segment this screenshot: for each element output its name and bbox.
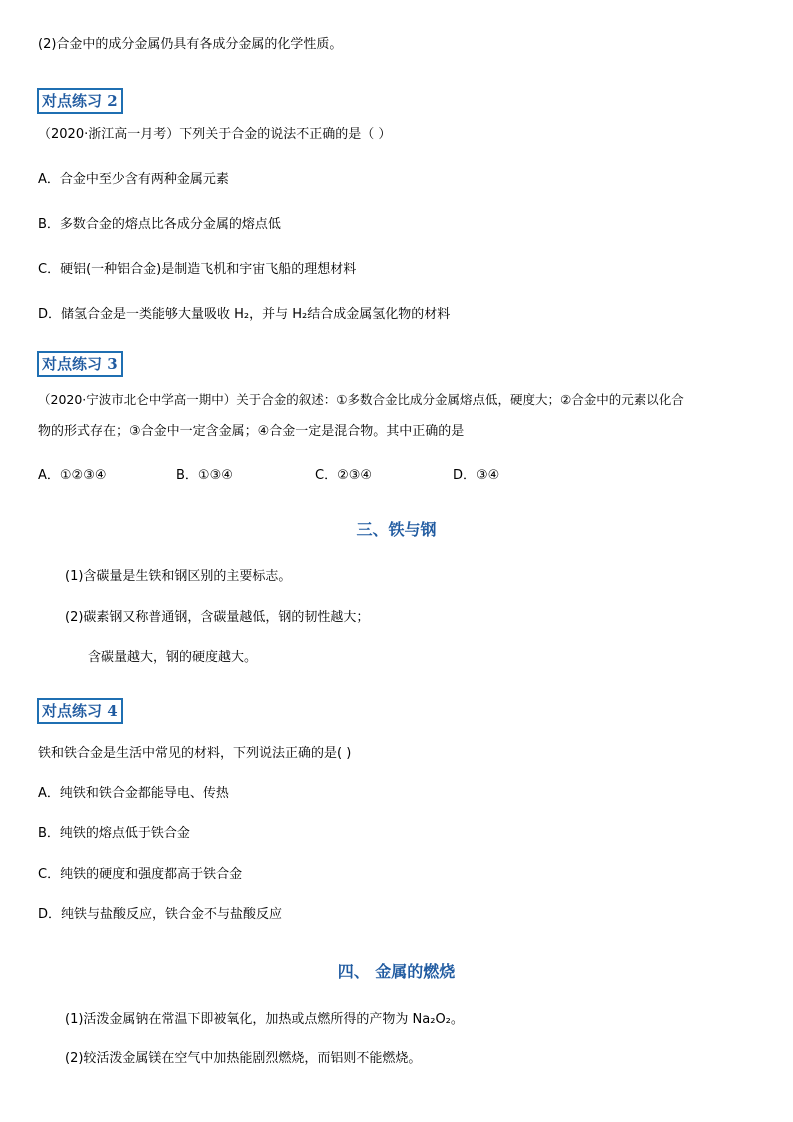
alloy-property-2: (2)合金中的成分金属仍具有各成分金属的化学性质。 bbox=[38, 37, 343, 52]
exercise-2-label: 对点练习 2 bbox=[37, 88, 123, 114]
exercise-4-option-d: D．纯铁与盐酸反应，铁合金不与盐酸反应 bbox=[38, 907, 283, 922]
exercise-4-option-c: C．纯铁的硬度和强度都高于铁合金 bbox=[38, 867, 243, 882]
exercise-3-option-b: B．①③④ bbox=[176, 468, 233, 483]
exercise-4-label: 对点练习 4 bbox=[37, 698, 123, 724]
exercise-2-option-d: D．储氢合金是一类能够大量吸收 H₂，并与 H₂结合成金属氢化物的材料 bbox=[38, 307, 451, 322]
section-metal-combustion-heading: 四、 金属的燃烧 bbox=[337, 962, 456, 981]
exercise-2-option-b: B．多数合金的熔点比各成分金属的熔点低 bbox=[38, 217, 281, 232]
section-iron-steel-heading: 三、铁与钢 bbox=[356, 520, 437, 539]
exercise-4-option-a: A．纯铁和铁合金都能导电、传热 bbox=[38, 786, 229, 801]
exercise-4-option-b: B．纯铁的熔点低于铁合金 bbox=[38, 826, 190, 841]
exercise-2-option-a: A．合金中至少含有两种金属元素 bbox=[38, 172, 229, 187]
exercise-3-question-line1: （2020·宁波市北仑中学高一期中）关于合金的叙述：①多数合金比成分金属熔点低，硬度大；②合金中的元素以化合 bbox=[38, 392, 684, 407]
exercise-2-question: （2020·浙江高一月考）下列关于合金的说法不正确的是（ ） bbox=[38, 127, 392, 142]
combustion-point-1: (1)活泼金属钠在常温下即被氧化，加热或点燃所得的产物为 Na₂O₂。 bbox=[65, 1012, 464, 1027]
iron-steel-point-2-cont: 含碳量越大，钢的硬度越大。 bbox=[88, 650, 258, 665]
exercise-4-question: 铁和铁合金是生活中常见的材料，下列说法正确的是( ) bbox=[38, 746, 352, 761]
exercise-2-option-c: C．硬铝(一种铝合金)是制造飞机和宇宙飞船的理想材料 bbox=[38, 262, 357, 277]
exercise-3-option-a: A．①②③④ bbox=[38, 468, 107, 483]
exercise-3-question-line2: 物的形式存在；③合金中一定含金属；④合金一定是混合物。其中正确的是 bbox=[38, 424, 465, 439]
iron-steel-point-1: (1)含碳量是生铁和钢区别的主要标志。 bbox=[65, 569, 292, 584]
exercise-3-option-d: D．③④ bbox=[453, 468, 500, 483]
combustion-point-2: (2)较活泼金属镁在空气中加热能剧烈燃烧，而铝则不能燃烧。 bbox=[65, 1051, 422, 1066]
exercise-3-option-c: C．②③④ bbox=[315, 468, 373, 483]
iron-steel-point-2: (2)碳素钢又称普通钢，含碳量越低，钢的韧性越大； bbox=[65, 610, 370, 625]
exercise-3-label: 对点练习 3 bbox=[37, 351, 123, 377]
